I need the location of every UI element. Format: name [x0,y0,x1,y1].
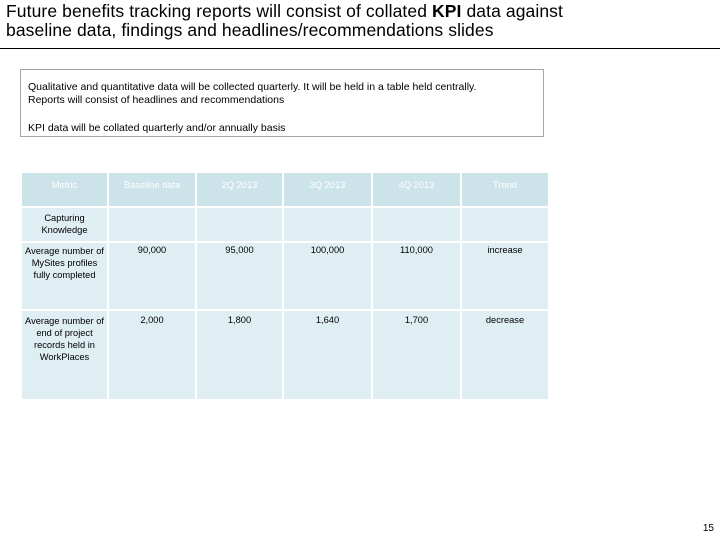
row-baseline: 90,000 [109,243,195,309]
row-4q: 1,700 [373,311,460,399]
page-number: 15 [702,523,714,534]
note-line-1: Qualitative and quantitative data will be collected quarterly. It will be held in a table held centrally. [28,81,477,93]
row-3q: 100,000 [284,243,371,309]
row-2q: 95,000 [197,243,282,309]
kpi-table [20,171,550,401]
header-baseline: Baseline data [109,173,195,206]
row-metric: Average number of MySites profiles fully completed [22,243,107,309]
row-baseline: 2,000 [109,311,195,399]
note-line-2: Reports will consist of headlines and recommendations [28,94,285,106]
section-label: Capturing Knowledge [22,208,107,241]
row-3q: 1,640 [284,311,371,399]
row-2q: 1,800 [197,311,282,399]
page-title: Future benefits tracking reports will consist of collated KPI data against baseline data, findings and headlines/recommendations slides [6,1,563,40]
table-row [22,311,548,399]
header-metric: Metric [22,173,107,206]
row-trend: increase [462,243,548,309]
header-2q-2013: 2Q 2013 [197,173,282,206]
header-trend: Trend [462,173,548,206]
header-3q-2013: 3Q 2013 [284,173,371,206]
row-4q: 110,000 [373,243,460,309]
note-line-3: KPI data will be collated quarterly and/or annually basis [28,122,286,134]
table-header-row [22,173,548,206]
summary-note-box [20,69,544,137]
title-divider [0,48,720,49]
row-metric: Average number of end of project records held in WorkPlaces [22,311,107,399]
header-4q-2013: 4Q 2013 [373,173,460,206]
row-trend: decrease [462,311,548,399]
table-row [22,243,548,309]
table-section-row [22,208,548,241]
